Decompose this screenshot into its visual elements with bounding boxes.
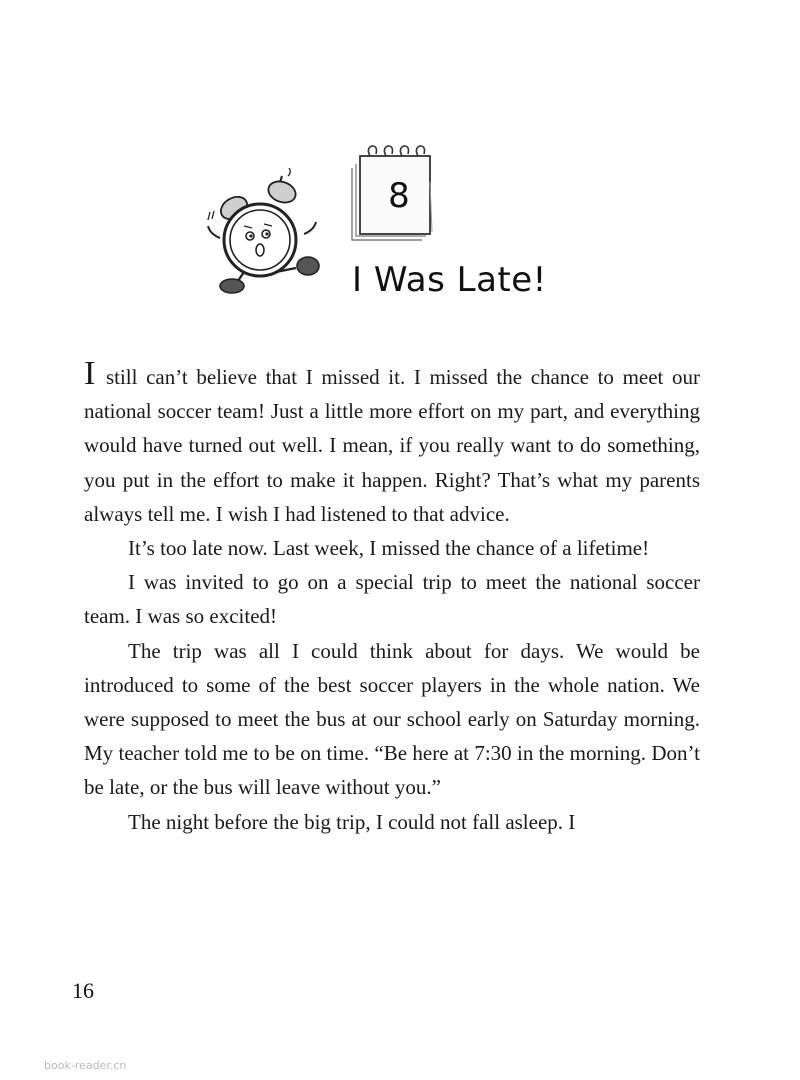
left-shoe [220, 279, 244, 293]
paragraph-5: The night before the big trip, I could not fall asleep. I [128, 809, 576, 834]
paragraph-4: The trip was all I could think about for days. We would be introduced to some of the best soccer players in the whole nation. We were supposed to meet the bus at our school early on Saturday morning. My teacher told me to be on time. “Be here at 7:30 in the morning. Don’t be late, or the bus will leave without you.” [84, 638, 700, 800]
paragraph-3: I was invited to go on a special trip to meet the national soccer team. I was so excited! [84, 570, 700, 629]
watermark: book-reader.cn [44, 1059, 127, 1072]
paragraph-2: It’s too late now. Last week, I missed the chance of a lifetime! [128, 536, 650, 561]
paragraph-1-text: still can’t believe that I missed it. I missed the chance to meet our national soccer team! Just a little more effort on my part, and everything would have turned out well. I mean, if you really want to do something, you put in the effort to make it happen. Right? That’s what my parents always tell me. I wish I had listened to that advice. [84, 365, 700, 526]
paragraph-1 [84, 355, 700, 531]
calendar-rings [368, 146, 424, 156]
chapter-title: I Was Late! [352, 260, 547, 300]
right-bell [265, 178, 298, 206]
chapter-number: 8 [388, 176, 410, 216]
chapter-body [84, 355, 700, 839]
drop-cap: I [84, 355, 96, 392]
right-shoe [297, 257, 319, 275]
alarm-clock-character-icon [196, 168, 334, 296]
page-number: 16 [72, 978, 94, 1003]
